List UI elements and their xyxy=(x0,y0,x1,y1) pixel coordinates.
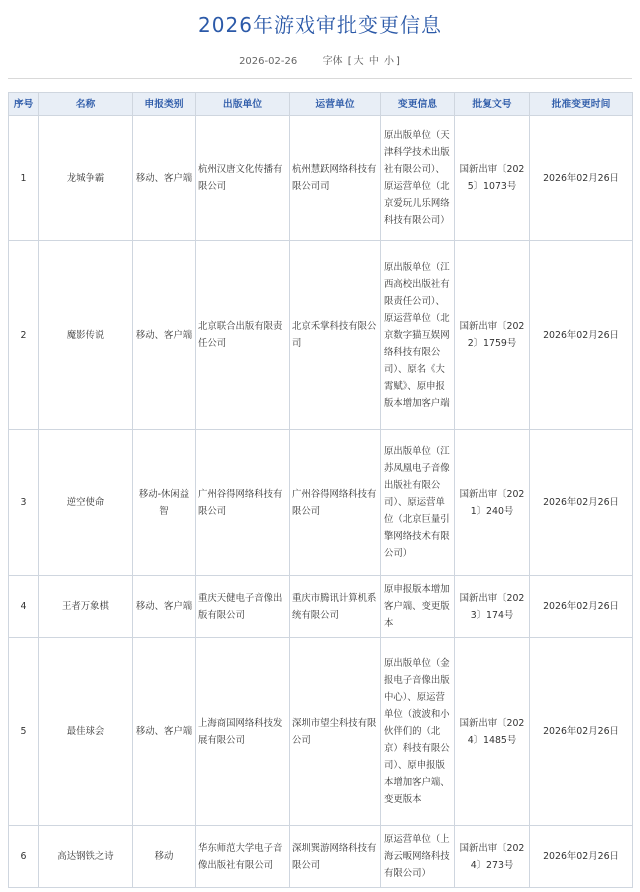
cell-no: 6 xyxy=(9,826,39,888)
cell-no: 3 xyxy=(9,430,39,576)
font-size-large-link[interactable]: 大 xyxy=(353,56,364,67)
cell-operator: 杭州慧跃网络科技有限公司司 xyxy=(290,116,381,241)
cell-approval-no: 国新出审〔2025〕1073号 xyxy=(455,116,530,241)
cell-approval-date: 2026年02月26日 xyxy=(530,430,633,576)
cell-approval-date: 2026年02月26日 xyxy=(530,638,633,826)
column-header: 批准变更时间 xyxy=(530,93,633,116)
cell-no: 1 xyxy=(9,116,39,241)
font-bracket-close: ] xyxy=(396,56,400,67)
column-header: 变更信息 xyxy=(381,93,455,116)
cell-operator: 深圳巽游网络科技有限公司 xyxy=(290,826,381,888)
cell-change-info: 原出版单位（天津科学技术出版社有限公司）、原运营单位（北京爱玩儿乐网络科技有限公司） xyxy=(381,116,455,241)
cell-no: 5 xyxy=(9,638,39,826)
font-size-switcher xyxy=(322,56,401,67)
cell-approval-no: 国新出审〔2023〕174号 xyxy=(455,576,530,638)
table-row xyxy=(9,241,633,430)
table-row xyxy=(9,826,633,888)
cell-category: 移动、客户端 xyxy=(133,576,196,638)
cell-approval-date: 2026年02月26日 xyxy=(530,116,633,241)
cell-name: 高达钢铁之诗 xyxy=(39,826,133,888)
cell-approval-date: 2026年02月26日 xyxy=(530,576,633,638)
cell-no: 2 xyxy=(9,241,39,430)
change-table xyxy=(8,92,633,888)
font-size-medium-link[interactable]: 中 xyxy=(368,56,379,67)
cell-category: 移动、客户端 xyxy=(133,116,196,241)
cell-approval-date: 2026年02月26日 xyxy=(530,241,633,430)
cell-operator: 北京禾掌科技有限公司 xyxy=(290,241,381,430)
cell-publisher: 重庆天健电子音像出版有限公司 xyxy=(196,576,290,638)
table-row xyxy=(9,430,633,576)
column-header: 申报类别 xyxy=(133,93,196,116)
cell-change-info: 原出版单位（江西高校出版社有限责任公司）、原运营单位（北京数字猫互娱网络科技有限公司）、原名《大霄赋》、原申报版本增加客户端 xyxy=(381,241,455,430)
cell-approval-no: 国新出审〔2024〕1485号 xyxy=(455,638,530,826)
font-size-small-link[interactable]: 小 xyxy=(384,56,395,67)
cell-publisher: 广州谷得网络科技有限公司 xyxy=(196,430,290,576)
article-meta xyxy=(0,54,640,70)
cell-operator: 重庆市腾讯计算机系统有限公司 xyxy=(290,576,381,638)
cell-no: 4 xyxy=(9,576,39,638)
cell-publisher: 上海商国网络科技发展有限公司 xyxy=(196,638,290,826)
cell-change-info: 原出版单位（金报电子音像出版中心）、原运营单位（波波和小伙伴们的（北京）科技有限公司）、原申报版本增加客户端、变更版本 xyxy=(381,638,455,826)
cell-approval-no: 国新出审〔2022〕1759号 xyxy=(455,241,530,430)
cell-approval-no: 国新出审〔2021〕240号 xyxy=(455,430,530,576)
cell-operator: 深圳市望尘科技有限公司 xyxy=(290,638,381,826)
table-row xyxy=(9,576,633,638)
cell-category: 移动-休闲益智 xyxy=(133,430,196,576)
cell-name: 龙城争霸 xyxy=(39,116,133,241)
page-title: 2026年游戏审批变更信息 xyxy=(198,13,442,37)
column-header: 运营单位 xyxy=(290,93,381,116)
cell-operator: 广州谷得网络科技有限公司 xyxy=(290,430,381,576)
cell-category: 移动 xyxy=(133,826,196,888)
font-bracket-open: [ xyxy=(347,56,352,67)
publish-date: 2026-02-26 xyxy=(239,56,298,67)
cell-approval-date: 2026年02月26日 xyxy=(530,826,633,888)
cell-change-info: 原运营单位（上海云畈网络科技有限公司） xyxy=(381,826,455,888)
divider xyxy=(8,78,632,79)
column-header: 批复文号 xyxy=(455,93,530,116)
cell-name: 逆空使命 xyxy=(39,430,133,576)
cell-publisher: 北京联合出版有限责任公司 xyxy=(196,241,290,430)
change-table-container xyxy=(8,92,632,888)
cell-category: 移动、客户端 xyxy=(133,638,196,826)
cell-change-info: 原出版单位（江苏凤凰电子音像出版社有限公司）、原运营单位（北京巨量引擎网络技术有限公司） xyxy=(381,430,455,576)
cell-category: 移动、客户端 xyxy=(133,241,196,430)
cell-change-info: 原申报版本增加客户端、变更版本 xyxy=(381,576,455,638)
column-header: 出版单位 xyxy=(196,93,290,116)
cell-approval-no: 国新出审〔2024〕273号 xyxy=(455,826,530,888)
column-header: 名称 xyxy=(39,93,133,116)
cell-publisher: 杭州汉唐文化传播有限公司 xyxy=(196,116,290,241)
table-header-row xyxy=(9,93,633,116)
cell-name: 王者万象棋 xyxy=(39,576,133,638)
cell-name: 魔影传说 xyxy=(39,241,133,430)
table-row xyxy=(9,638,633,826)
font-size-label: 字体 xyxy=(322,56,343,67)
table-row xyxy=(9,116,633,241)
column-header: 序号 xyxy=(9,93,39,116)
cell-publisher: 华东师范大学电子音像出版社有限公司 xyxy=(196,826,290,888)
cell-name: 最佳球会 xyxy=(39,638,133,826)
